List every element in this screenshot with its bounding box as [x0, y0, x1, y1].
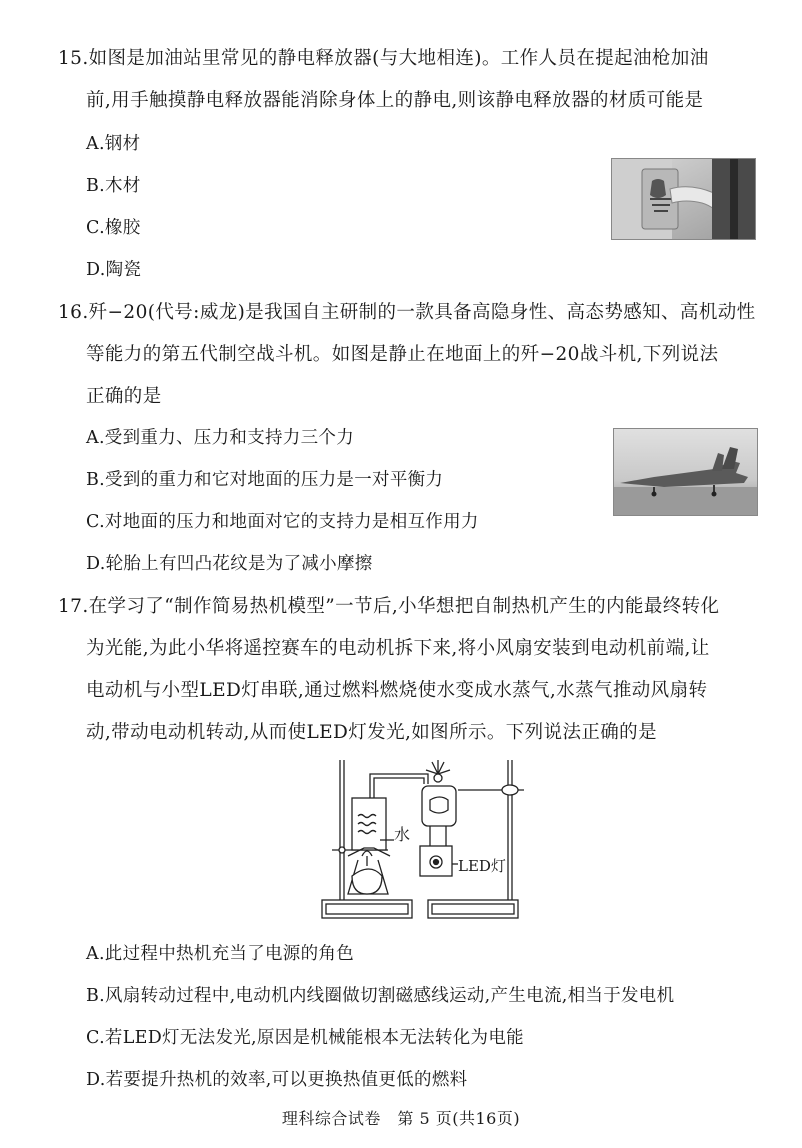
q15-option-b: B.木材	[86, 176, 141, 196]
heat-engine-diagram	[318, 756, 554, 922]
static-discharger-photo	[611, 158, 756, 240]
q17-option-d: D.若要提升热机的效率,可以更换热值更低的燃料	[86, 1070, 468, 1090]
q16-stem-line1: 16.歼−20(代号:威龙)是我国自主研制的一款具备高隐身性、高态势感知、高机动性	[58, 302, 756, 323]
water-label: 水	[394, 825, 411, 844]
q16-option-b: B.受到的重力和它对地面的压力是一对平衡力	[86, 470, 444, 490]
q17-option-c: C.若LED灯无法发光,原因是机械能根本无法转化为电能	[86, 1028, 524, 1048]
q17-stem-line4: 动,带动电动机转动,从而使LED灯发光,如图所示。下列说法正确的是	[86, 722, 657, 743]
q15-stem-line2: 前,用手触摸静电释放器能消除身体上的静电,则该静电释放器的材质可能是	[86, 90, 704, 111]
j20-fighter-photo	[613, 428, 758, 516]
q15-option-c: C.橡胶	[86, 218, 141, 238]
q17-option-a: A.此过程中热机充当了电源的角色	[86, 944, 354, 964]
q17-stem-line3: 电动机与小型LED灯串联,通过燃料燃烧使水变成水蒸气,水蒸气推动风扇转	[86, 680, 708, 701]
q15-option-a: A.钢材	[86, 134, 141, 154]
q15-option-d: D.陶瓷	[86, 260, 142, 280]
q16-stem-line2: 等能力的第五代制空战斗机。如图是静止在地面上的歼−20战斗机,下列说法	[86, 344, 719, 365]
q17-stem-line2: 为光能,为此小华将遥控赛车的电动机拆下来,将小风扇安装到电动机前端,让	[86, 638, 710, 659]
page-footer: 理科综合试卷 第 5 页(共16页)	[281, 1109, 521, 1128]
q16-option-a: A.受到重力、压力和支持力三个力	[86, 428, 354, 448]
q16-option-c: C.对地面的压力和地面对它的支持力是相互作用力	[86, 512, 479, 532]
q17-option-b: B.风扇转动过程中,电动机内线圈做切割磁感线运动,产生电流,相当于发电机	[86, 986, 675, 1006]
q16-stem-line3: 正确的是	[86, 386, 162, 407]
q17-stem-line1: 17.在学习了“制作简易热机模型”一节后,小华想把自制热机产生的内能最终转化	[58, 596, 720, 617]
q15-stem-line1: 15.如图是加油站里常见的静电释放器(与大地相连)。工作人员在提起油枪加油	[58, 48, 709, 69]
led-label: LED灯	[458, 857, 506, 875]
q16-option-d: D.轮胎上有凹凸花纹是为了减小摩擦	[86, 554, 373, 574]
